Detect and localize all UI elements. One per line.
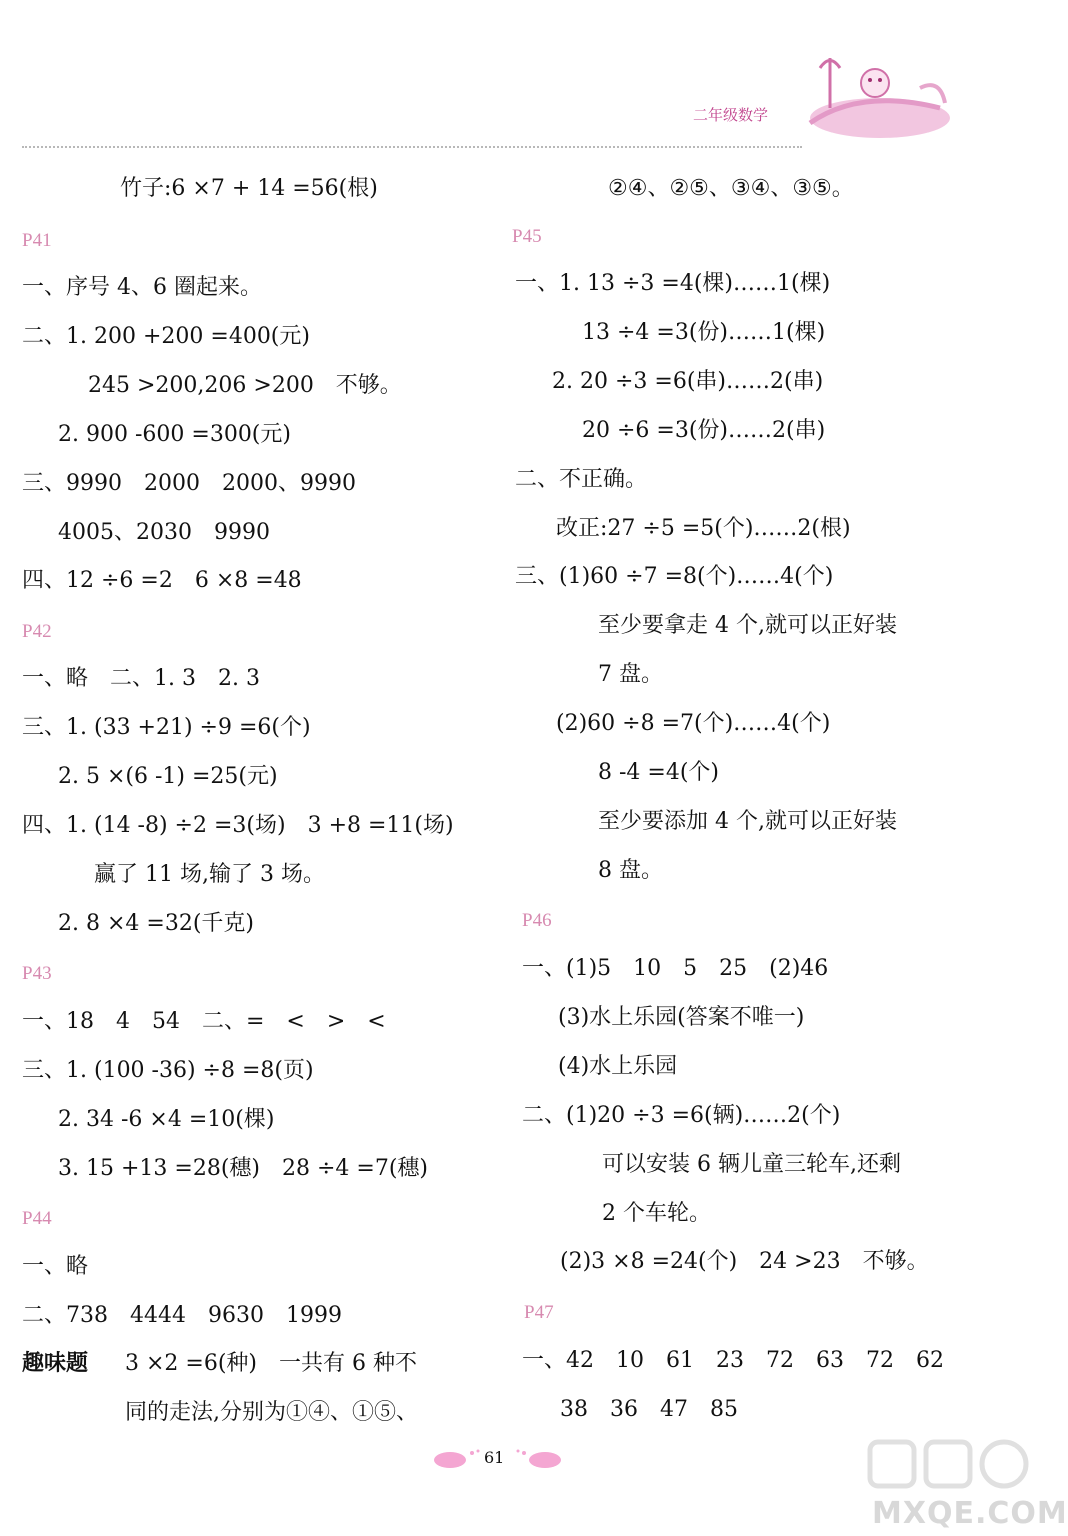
- right-line: (3)水上乐园(答案不唯一): [558, 1005, 805, 1030]
- right-line: (2)60 ÷8 =7(个)……4(个): [556, 711, 831, 736]
- left-line: 四、1. (14 -8) ÷2 =3(场) 3 +8 =11(场): [22, 813, 454, 838]
- page-ref-p42: P42: [22, 621, 52, 642]
- header-subject-label: 二年级数学: [693, 106, 769, 124]
- page-ref-p41: P41: [22, 230, 52, 251]
- left-line: 竹子:6 ×7 + 14 =56(根): [120, 176, 378, 201]
- right-line: 至少要拿走 4 个,就可以正好装: [598, 613, 897, 638]
- right-line: ②④、②⑤、③④、③⑤。: [608, 176, 854, 201]
- left-line: 三、1. (33 +21) ÷9 =6(个): [22, 715, 311, 740]
- left-line: 2. 34 -6 ×4 =10(棵): [58, 1107, 275, 1132]
- right-line: 13 ÷4 =3(份)……1(棵): [582, 320, 826, 345]
- left-line: 一、18 4 54 二、= < > <: [22, 1009, 386, 1034]
- header-decoration-icon: [800, 48, 950, 143]
- left-line: 同的走法,分别为①④、①⑤、: [125, 1400, 418, 1425]
- right-line: 一、1. 13 ÷3 =4(棵)……1(棵): [515, 271, 831, 296]
- left-line: 二、1. 200 +200 =400(元): [22, 324, 310, 349]
- left-line: 3. 15 +13 =28(穗) 28 ÷4 =7(穗): [58, 1156, 428, 1181]
- page-ref-p47: P47: [524, 1302, 554, 1323]
- left-line: 三、1. (100 -36) ÷8 =8(页): [22, 1058, 314, 1083]
- left-line: 2. 8 ×4 =32(千克): [58, 911, 254, 936]
- right-line: 2. 20 ÷3 =6(串)……2(串): [552, 369, 824, 394]
- left-line: 2. 5 ×(6 -1) =25(元): [58, 764, 278, 789]
- right-line: 38 36 47 85: [560, 1397, 738, 1422]
- right-line: (2)3 ×8 =24(个) 24 >23 不够。: [560, 1249, 929, 1274]
- left-line: 2. 900 -600 =300(元): [58, 422, 291, 447]
- left-line: 三、9990 2000 2000、9990: [22, 471, 356, 496]
- right-line: 改正:27 ÷5 =5(个)……2(根): [556, 516, 851, 541]
- left-line: 245 >200,206 >200 不够。: [88, 373, 402, 398]
- right-line: 8 盘。: [598, 858, 663, 883]
- right-line: 二、(1)20 ÷3 =6(辆)……2(个): [522, 1103, 841, 1128]
- watermark-text: MXQE.COM: [872, 1496, 1068, 1531]
- right-line: 至少要添加 4 个,就可以正好装: [598, 809, 897, 834]
- right-line: 20 ÷6 =3(份)……2(串): [582, 418, 826, 443]
- left-line: 赢了 11 场,输了 3 场。: [94, 862, 325, 887]
- left-line: 二、738 4444 9630 1999: [22, 1303, 342, 1328]
- left-line: 一、略 二、1. 3 2. 3: [22, 666, 260, 691]
- left-line: 一、略: [22, 1254, 89, 1279]
- right-line: (4)水上乐园: [558, 1054, 678, 1079]
- right-line: 8 -4 =4(个): [598, 760, 720, 785]
- header-divider: [22, 146, 802, 148]
- page-ref-p45: P45: [512, 226, 542, 247]
- right-line: 2 个车轮。: [602, 1201, 711, 1226]
- right-line: 一、42 10 61 23 72 63 72 62: [522, 1348, 944, 1373]
- right-line: 7 盘。: [598, 662, 663, 687]
- left-line: 3 ×2 =6(种) 一共有 6 种不: [125, 1351, 417, 1376]
- right-line: 可以安装 6 辆儿童三轮车,还剩: [602, 1152, 901, 1177]
- left-line: 一、序号 4、6 圈起来。: [22, 275, 262, 300]
- page-ref-p43: P43: [22, 963, 52, 984]
- right-line: 二、不正确。: [515, 467, 648, 492]
- left-line: 4005、2030 9990: [58, 520, 270, 545]
- right-line: 一、(1)5 10 5 25 (2)46: [522, 956, 829, 981]
- page-ref-p46: P46: [522, 910, 552, 931]
- right-line: 三、(1)60 ÷7 =8(个)……4(个): [515, 564, 834, 589]
- page-ref-p44: P44: [22, 1208, 52, 1229]
- fun-question-label: 趣味题: [22, 1351, 89, 1376]
- left-line: 四、12 ÷6 =2 6 ×8 =48: [22, 568, 302, 593]
- page-number: 61: [484, 1448, 505, 1467]
